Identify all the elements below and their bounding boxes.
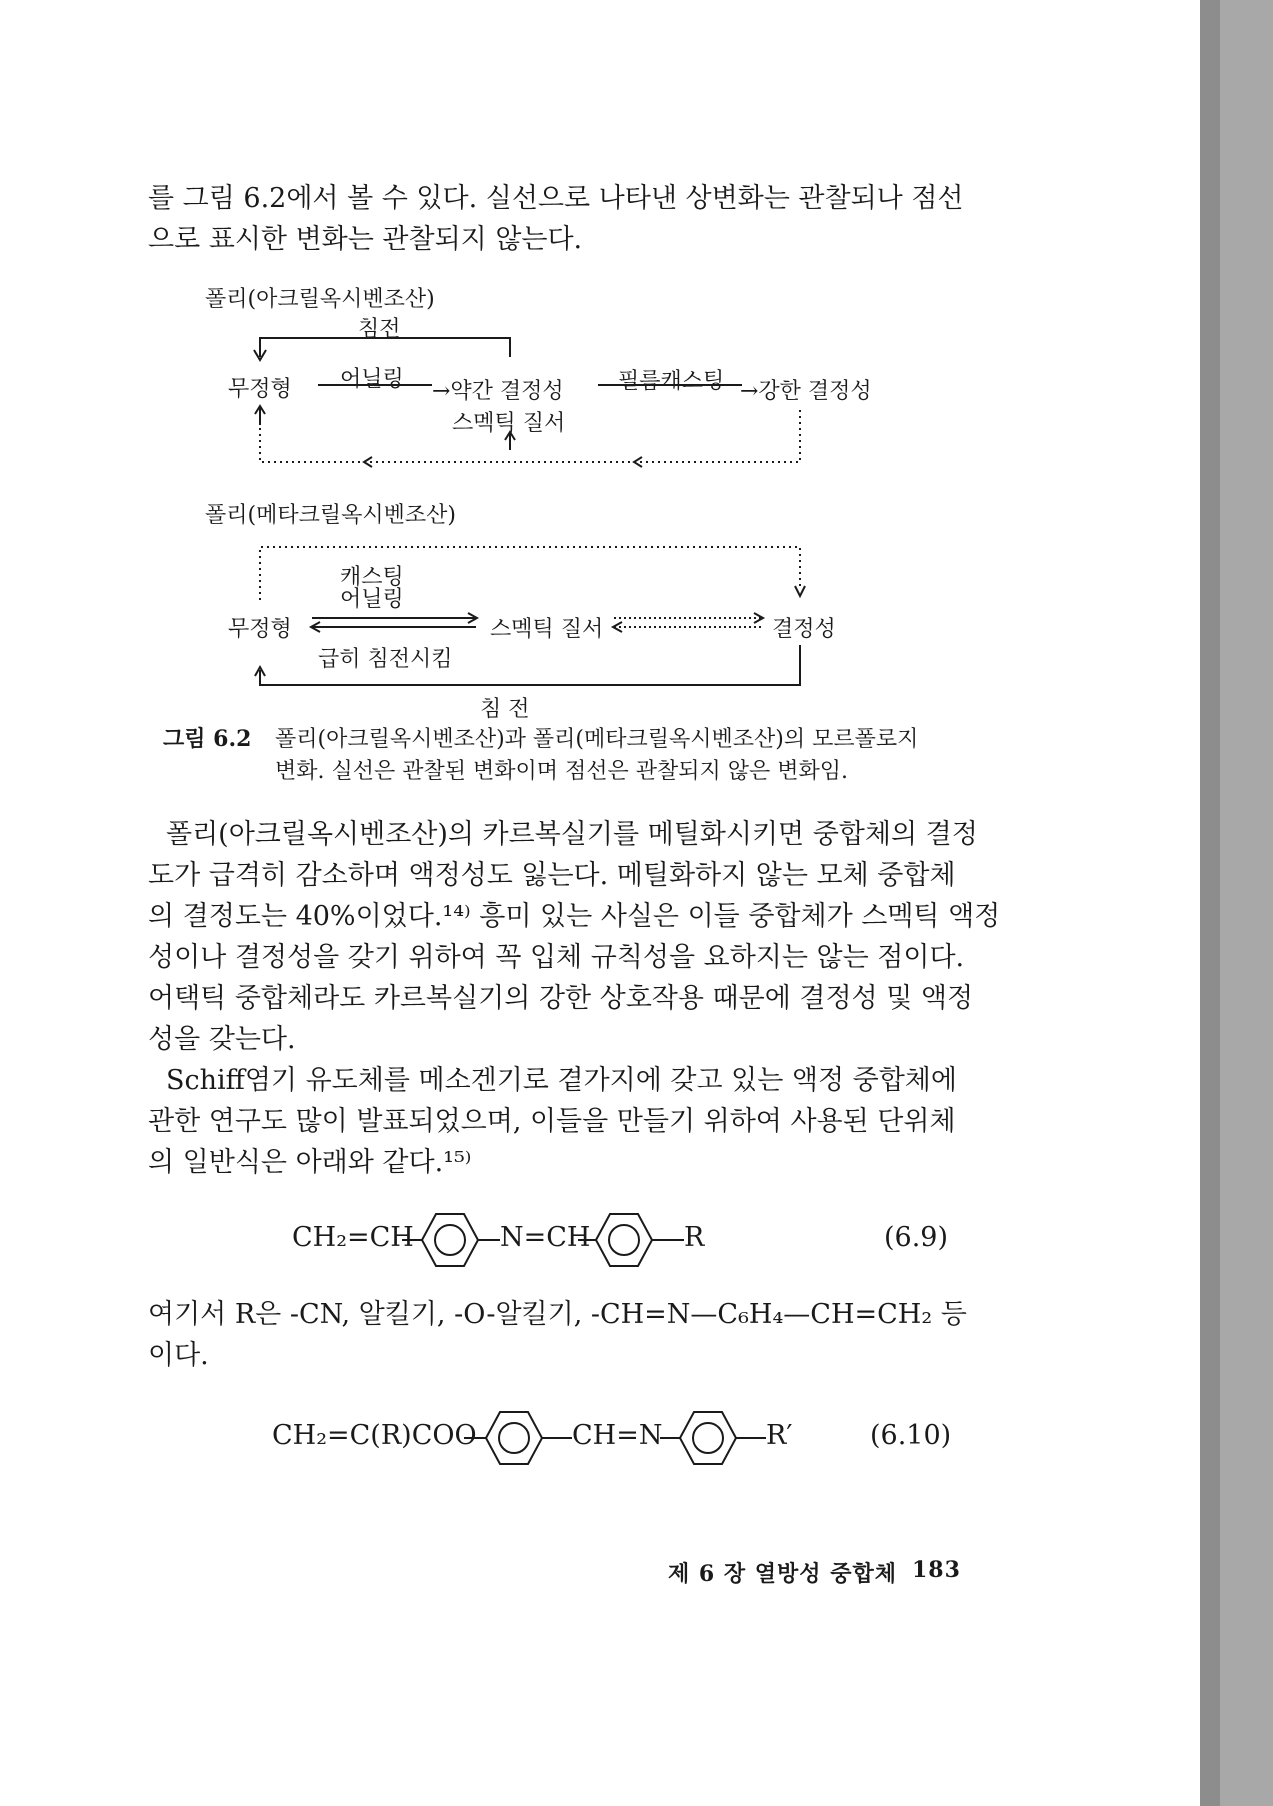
diagram2-amorphous: 무정형 [228, 617, 292, 642]
diagram2-title: 폴리(메타크릴옥시벤조산) [205, 503, 456, 528]
eq2-part1: CH₂=C(R)COO [272, 1420, 477, 1451]
benzene-ring-icon [422, 1214, 478, 1266]
diagram2-precip-label: 침 전 [480, 697, 530, 722]
text-line: 이다. [148, 1340, 209, 1371]
diagram2-smectic: 스멕틱 질서 [490, 617, 604, 642]
eq2-number: (6.10) [870, 1420, 952, 1451]
text-line: 의 결정도는 40%이었다.¹⁴⁾ 흥미 있는 사실은 이들 중합체가 스멕틱 액정 [148, 901, 1001, 932]
diagram1-smectic: 스멕틱 질서 [452, 411, 566, 436]
chapter-footer: 제 6 장 열방성 중합체 [668, 1561, 897, 1587]
diagram2-annealing: 어닐링 [340, 587, 404, 612]
diagram1-annealing: 어닐링 [340, 367, 404, 392]
page-edge-shadow [1200, 0, 1220, 1806]
diagram1-strong-cryst: →강한 결정성 [740, 379, 872, 404]
diagram1-title: 폴리(아크릴옥시벤조산) [205, 287, 435, 312]
eq1-part1: CH₂=CH [292, 1222, 414, 1253]
eq2-part3: R′ [766, 1420, 793, 1451]
caption-line-1: 폴리(아크릴옥시벤조산)과 폴리(메타크릴옥시벤조산)의 모르폴로지 [275, 727, 919, 752]
text-line: 여기서 R은 -CN, 알킬기, -O-알킬기, -CH=N—C₆H₄—CH=CH₂ 등 [148, 1299, 967, 1330]
figure-label: 그림 6.2 [163, 726, 252, 752]
diagram2-quench: 급히 침전시킴 [318, 647, 453, 672]
text-line: 관한 연구도 많이 발표되었으며, 이들을 만들기 위하여 사용된 단위체 [148, 1106, 956, 1137]
benzene-ring-icon [680, 1412, 736, 1464]
eq1-number: (6.9) [884, 1222, 949, 1253]
diagram2-casting: 캐스팅 [340, 565, 404, 590]
diagram1-film-casting: 필름캐스팅 [618, 369, 725, 394]
text-line: 를 그림 6.2에서 볼 수 있다. 실선으로 나타낸 상변화는 관찰되나 점선 [148, 183, 964, 214]
diagram1-precip-label: 침전 [358, 317, 401, 342]
diagram1-amorphous: 무정형 [228, 377, 292, 402]
caption-line-2: 변화. 실선은 관찰된 변화이며 점선은 관찰되지 않은 변화임. [275, 759, 848, 784]
page-number: 183 [912, 1557, 961, 1583]
text-line: Schiff염기 유도체를 메소겐기로 곁가지에 갖고 있는 액정 중합체에 [166, 1065, 957, 1096]
benzene-ring-icon [486, 1412, 542, 1464]
eq1-part3: R [684, 1222, 705, 1253]
eq1-part2: N=CH [500, 1222, 591, 1253]
diagram2-crystalline: 결정성 [772, 617, 836, 642]
diagram1-weak-cryst: →약간 결정성 [432, 379, 564, 404]
text-line: 어택틱 중합체라도 카르복실기의 강한 상호작용 때문에 결정성 및 액정 [148, 983, 974, 1014]
text-line: 폴리(아크릴옥시벤조산)의 카르복실기를 메틸화시키면 중합체의 결정 [166, 819, 978, 850]
text-line: 의 일반식은 아래와 같다.¹⁵⁾ [148, 1147, 472, 1178]
eq2-part2: CH=N [572, 1420, 663, 1451]
benzene-ring-icon [596, 1214, 652, 1266]
text-line: 성을 갖는다. [148, 1024, 296, 1055]
text-line: 으로 표시한 변화는 관찰되지 않는다. [148, 224, 583, 255]
text-line: 도가 급격히 감소하며 액정성도 잃는다. 메틸화하지 않는 모체 중합체 [148, 860, 956, 891]
text-line: 성이나 결정성을 갖기 위하여 꼭 입체 규칙성을 요하지는 않는 점이다. [148, 942, 965, 973]
